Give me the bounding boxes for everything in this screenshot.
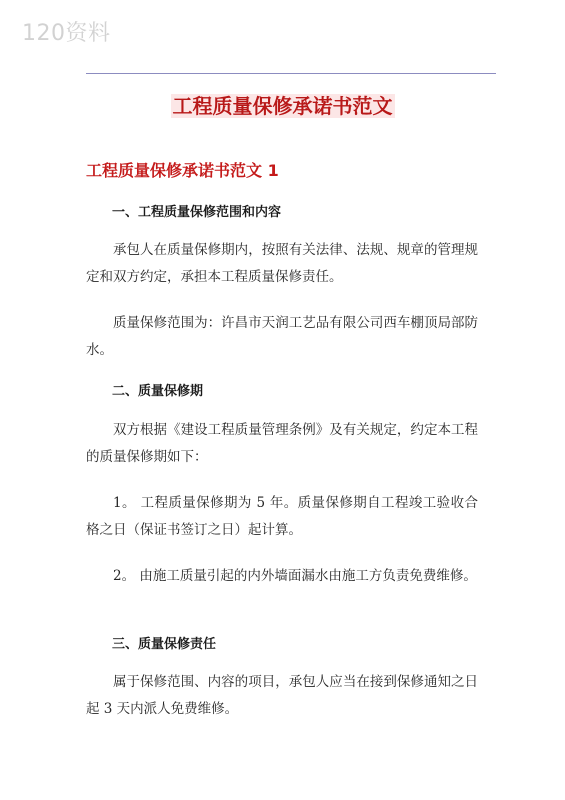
paragraph-item-2: 2。 由施工质量引起的内外墙面漏水由施工方负责免费维修。 <box>113 568 477 584</box>
paragraph-scope: 质量保修范围为：许昌市天润工艺品有限公司西车棚顶局部防水。 <box>86 315 478 358</box>
heading-scope: 一、工程质量保修范围和内容 <box>112 205 282 220</box>
header-rule <box>86 73 496 74</box>
document-title <box>0 92 565 120</box>
paragraph-repair: 属于保修范围、内容的项目，承包人应当在接到保修通知之日起 3 天内派人免费维修。 <box>86 674 478 717</box>
paragraph-item-1: 1。 工程质量保修期为 5 年。质量保修期自工程竣工验收合格之日（保证书签订之日）起计算。 <box>86 495 478 538</box>
paragraph-responsibility: 承包人在质量保修期内，按照有关法律、法规、规章的管理规定和双方约定，承担本工程质量保修责任。 <box>86 242 478 285</box>
heading-warranty-responsibility: 三、质量保修责任 <box>112 637 217 652</box>
document-title-text: 工程质量保修承诺书范文 <box>172 94 393 118</box>
heading-warranty-period: 二、质量保修期 <box>112 384 204 399</box>
paragraph-agreement: 双方根据《建设工程质量管理条例》及有关规定，约定本工程的质量保修期如下： <box>86 422 478 465</box>
watermark: 120资料 <box>22 21 111 46</box>
section-title: 工程质量保修承诺书范文 1 <box>86 161 279 180</box>
